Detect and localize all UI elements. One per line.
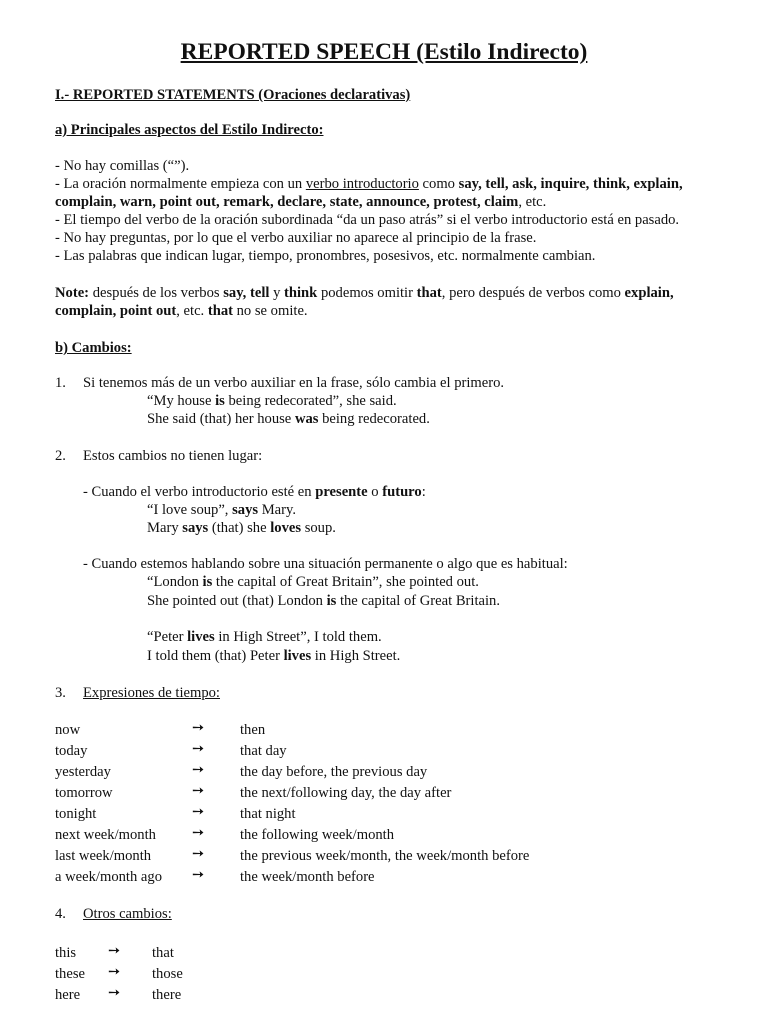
time-from: tonight: [55, 806, 97, 822]
text-segment: y: [269, 285, 285, 301]
example-direct: [147, 501, 296, 519]
bold-term: complain, point out: [55, 303, 177, 319]
bold-term: explain,: [624, 285, 674, 301]
section-heading-reported-statements: I.- REPORTED STATEMENTS (Oraciones declarativas): [55, 87, 411, 103]
text-segment: being redecorated.: [318, 411, 430, 427]
word-to: there: [152, 987, 182, 1003]
example-direct: [147, 392, 397, 410]
point-backshift: - El tiempo del verbo de la oración subordinada “da un paso atrás” si el verbo introductorio está en pasado.: [55, 212, 680, 228]
bold-verb: says: [182, 520, 209, 536]
underlined-term: verbo introductorio: [305, 176, 419, 192]
text-segment: being redecorated”, she said.: [224, 393, 397, 409]
point-no-questions: - No hay preguntas, por lo que el verbo auxiliar no aparece al principio de la frase.: [55, 230, 537, 246]
bold-verb-list: complain, warn, point out, remark, declare, state, announce, protest, claim: [55, 194, 519, 210]
bold-term: think: [284, 285, 318, 301]
text-segment: no se omite.: [232, 303, 308, 319]
text-segment: Mary: [147, 520, 183, 536]
text-segment: in High Street”, I told them.: [214, 629, 382, 645]
note-label: Note:: [55, 285, 90, 301]
time-to: the week/month before: [240, 869, 375, 885]
arrow-icon: ➙: [108, 964, 121, 980]
text-segment: :: [421, 484, 426, 500]
bold-verb-list: say, tell, ask, inquire, think, explain,: [458, 176, 683, 192]
arrow-icon: ➙: [192, 867, 205, 883]
text-segment: después de los verbos: [89, 285, 224, 301]
arrow-icon: ➙: [108, 943, 121, 959]
example-reported: [147, 647, 400, 665]
time-to: the following week/month: [240, 827, 395, 843]
bold-verb: is: [326, 593, 337, 609]
text-segment: in High Street.: [311, 648, 401, 664]
arrow-icon: ➙: [192, 720, 205, 736]
item-number: 1.: [55, 375, 66, 391]
bold-verb: says: [232, 502, 259, 518]
text-segment: , etc.: [518, 194, 547, 210]
text-segment: “Peter: [147, 629, 188, 645]
text-segment: , etc.: [176, 303, 208, 319]
text-segment: o: [367, 484, 383, 500]
time-to: that day: [240, 743, 287, 759]
text-segment: “I love soup”,: [147, 502, 233, 518]
arrow-icon: ➙: [192, 762, 205, 778]
case-permanent-situation: - Cuando estemos hablando sobre una situación permanente o algo que es habitual:: [83, 556, 568, 572]
word-to: those: [152, 966, 183, 982]
time-to: the next/following day, the day after: [240, 785, 452, 801]
other-changes-heading: Otros cambios:: [83, 906, 172, 922]
time-from: yesterday: [55, 764, 111, 780]
bold-verb: was: [294, 411, 319, 427]
time-to: then: [240, 722, 266, 738]
word-from: this: [55, 945, 77, 961]
text-segment: “My house: [147, 393, 216, 409]
text-segment: soup.: [301, 520, 336, 536]
example-reported: [147, 592, 500, 610]
point-introductory-verb-cont: [55, 193, 546, 211]
bold-verb: is: [202, 574, 213, 590]
time-from: today: [55, 743, 88, 759]
time-to: the previous week/month, the week/month before: [240, 848, 530, 864]
example-direct: [147, 628, 382, 646]
subheading-b: b) Cambios:: [55, 340, 132, 356]
bold-term: that: [207, 303, 233, 319]
text-segment: , pero después de verbos como: [441, 285, 625, 301]
bold-verb: loves: [270, 520, 302, 536]
word-from: these: [55, 966, 85, 982]
bold-verb: lives: [187, 629, 215, 645]
text-segment: She said (that) her house: [147, 411, 295, 427]
point-no-quotes: - No hay comillas (“”).: [55, 158, 190, 174]
arrow-icon: ➙: [108, 985, 121, 1001]
text-segment: Mary.: [258, 502, 297, 518]
bold-verb: lives: [283, 648, 312, 664]
case-present-future: [83, 483, 426, 501]
time-from: a week/month ago: [55, 869, 162, 885]
point-words-change: - Las palabras que indican lugar, tiempo, pronombres, posesivos, etc. normalmente cambian.: [55, 248, 596, 264]
text-segment: como: [418, 176, 459, 192]
text-segment: I told them (that) Peter: [147, 648, 284, 664]
text-segment: - La oración normalmente empieza con un: [55, 176, 306, 192]
time-to: that night: [240, 806, 296, 822]
time-from: tomorrow: [55, 785, 113, 801]
time-from: now: [55, 722, 81, 738]
example-reported: [147, 410, 430, 428]
arrow-icon: ➙: [192, 783, 205, 799]
text-segment: - Cuando el verbo introductorio esté en: [83, 484, 316, 500]
bold-term: presente: [315, 484, 368, 500]
bold-verb: is: [215, 393, 225, 409]
text-segment: She pointed out (that) London: [147, 593, 327, 609]
time-from: next week/month: [55, 827, 156, 843]
bold-term: futuro: [382, 484, 422, 500]
text-segment: podemos omitir: [317, 285, 417, 301]
note-line-1: [55, 284, 674, 302]
item2-text: Estos cambios no tienen lugar:: [83, 448, 263, 464]
text-segment: (that) she: [208, 520, 271, 536]
arrow-icon: ➙: [192, 846, 205, 862]
subheading-a: a) Principales aspectos del Estilo Indirecto:: [55, 122, 324, 138]
example-direct: [147, 573, 479, 591]
arrow-icon: ➙: [192, 825, 205, 841]
word-to: that: [152, 945, 174, 961]
time-to: the day before, the previous day: [240, 764, 428, 780]
text-segment: the capital of Great Britain”, she pointed out.: [212, 574, 479, 590]
arrow-icon: ➙: [192, 804, 205, 820]
time-from: last week/month: [55, 848, 152, 864]
note-line-2: [55, 302, 308, 320]
bold-term: say, tell: [223, 285, 270, 301]
item-number: 4.: [55, 906, 66, 922]
bold-term: that: [416, 285, 442, 301]
item-number: 2.: [55, 448, 66, 464]
example-reported: [147, 519, 336, 537]
item-number: 3.: [55, 685, 66, 701]
text-segment: “London: [147, 574, 203, 590]
point-introductory-verb: [55, 175, 683, 193]
text-segment: the capital of Great Britain.: [336, 593, 501, 609]
word-from: here: [55, 987, 81, 1003]
time-expressions-heading: Expresiones de tiempo:: [83, 685, 220, 701]
page-title: REPORTED SPEECH (Estilo Indirecto): [180, 39, 588, 65]
item1-text: Si tenemos más de un verbo auxiliar en la frase, sólo cambia el primero.: [83, 375, 505, 391]
arrow-icon: ➙: [192, 741, 205, 757]
